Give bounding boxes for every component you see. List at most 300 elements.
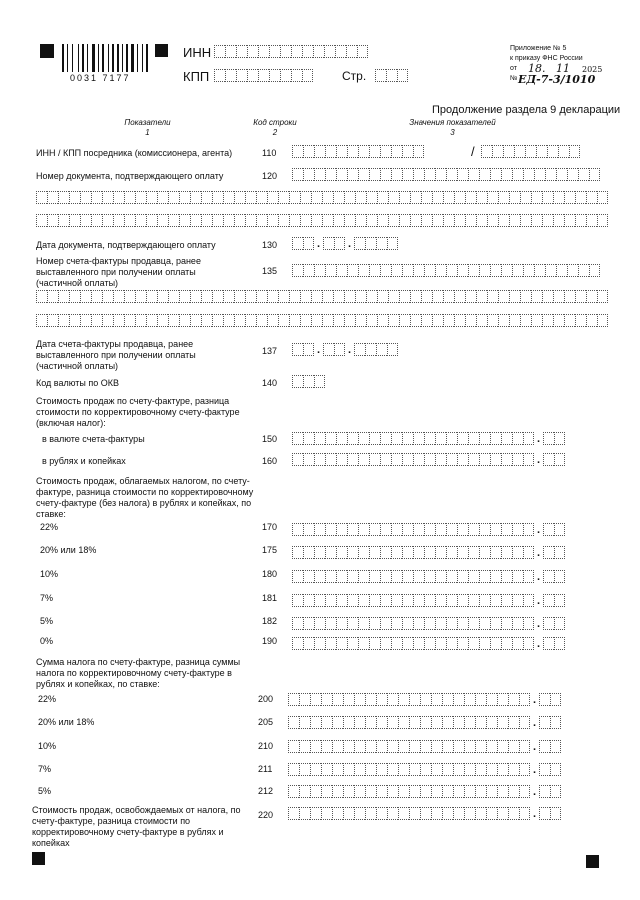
input-cell[interactable] xyxy=(553,290,564,303)
input-cell[interactable] xyxy=(321,693,332,706)
input-cell[interactable] xyxy=(288,785,299,798)
input-cell[interactable] xyxy=(399,214,410,227)
input-cell[interactable] xyxy=(420,716,431,729)
input-cell[interactable] xyxy=(454,191,465,204)
row-160-amount-field[interactable] xyxy=(292,453,565,466)
input-cell[interactable] xyxy=(380,594,391,607)
input-cell[interactable] xyxy=(545,168,556,181)
input-cell[interactable] xyxy=(454,314,465,327)
input-cell[interactable] xyxy=(344,290,355,303)
input-cell[interactable] xyxy=(413,453,424,466)
input-cell[interactable] xyxy=(453,716,464,729)
input-cell[interactable] xyxy=(380,570,391,583)
input-cell[interactable] xyxy=(391,168,402,181)
input-cell[interactable] xyxy=(80,214,91,227)
input-cell[interactable] xyxy=(431,740,442,753)
input-cell[interactable] xyxy=(490,168,501,181)
input-cell[interactable] xyxy=(479,617,490,630)
input-cell[interactable] xyxy=(278,191,289,204)
input-cell[interactable] xyxy=(325,264,336,277)
input-cell[interactable] xyxy=(347,145,358,158)
input-cell[interactable] xyxy=(223,191,234,204)
input-cell[interactable] xyxy=(354,785,365,798)
input-cell[interactable] xyxy=(520,214,531,227)
input-cell[interactable] xyxy=(102,214,113,227)
input-cell[interactable] xyxy=(310,693,321,706)
input-cell[interactable] xyxy=(391,523,402,536)
input-cell[interactable] xyxy=(310,716,321,729)
input-cell[interactable] xyxy=(135,314,146,327)
input-cell[interactable] xyxy=(486,716,497,729)
input-cell[interactable] xyxy=(201,290,212,303)
input-cell[interactable] xyxy=(321,716,332,729)
input-cell[interactable] xyxy=(468,594,479,607)
input-cell[interactable] xyxy=(225,69,236,82)
input-cell[interactable] xyxy=(292,145,303,158)
input-cell[interactable] xyxy=(402,617,413,630)
input-cell[interactable] xyxy=(380,432,391,445)
input-cell[interactable] xyxy=(597,314,608,327)
input-cell[interactable] xyxy=(289,191,300,204)
input-cell[interactable] xyxy=(303,523,314,536)
input-cell[interactable] xyxy=(47,191,58,204)
input-cell[interactable] xyxy=(398,763,409,776)
input-cell[interactable] xyxy=(387,693,398,706)
input-cell[interactable] xyxy=(442,763,453,776)
input-cell[interactable] xyxy=(223,214,234,227)
input-cell[interactable] xyxy=(525,145,536,158)
page-number-field[interactable] xyxy=(375,69,408,82)
input-cell[interactable] xyxy=(288,693,299,706)
input-cell[interactable] xyxy=(490,637,501,650)
input-cell[interactable] xyxy=(468,637,479,650)
input-cell[interactable] xyxy=(465,314,476,327)
input-cell[interactable] xyxy=(476,314,487,327)
input-cell[interactable] xyxy=(432,314,443,327)
input-cell[interactable] xyxy=(247,45,258,58)
input-cell[interactable] xyxy=(332,740,343,753)
input-cell[interactable] xyxy=(435,523,446,536)
input-cell[interactable] xyxy=(464,716,475,729)
input-cell[interactable] xyxy=(376,237,387,250)
input-cell[interactable] xyxy=(468,453,479,466)
input-cell[interactable] xyxy=(442,716,453,729)
input-cell[interactable] xyxy=(387,237,398,250)
input-cell[interactable] xyxy=(550,807,561,820)
input-cell[interactable] xyxy=(366,214,377,227)
input-cell[interactable] xyxy=(435,432,446,445)
input-cell[interactable] xyxy=(554,594,565,607)
input-cell[interactable] xyxy=(299,785,310,798)
row-137-date-field[interactable] xyxy=(292,343,398,356)
input-cell[interactable] xyxy=(343,785,354,798)
input-cell[interactable] xyxy=(325,168,336,181)
input-cell[interactable] xyxy=(413,617,424,630)
input-cell[interactable] xyxy=(387,763,398,776)
input-cell[interactable] xyxy=(380,617,391,630)
input-cell[interactable] xyxy=(247,69,258,82)
input-cell[interactable] xyxy=(391,432,402,445)
input-cell[interactable] xyxy=(332,693,343,706)
row-135-field-line3[interactable] xyxy=(36,314,608,327)
input-cell[interactable] xyxy=(300,314,311,327)
input-cell[interactable] xyxy=(512,637,523,650)
input-cell[interactable] xyxy=(157,314,168,327)
row-135-field-line2[interactable] xyxy=(36,290,608,303)
input-cell[interactable] xyxy=(539,740,550,753)
input-cell[interactable] xyxy=(336,570,347,583)
input-cell[interactable] xyxy=(457,168,468,181)
input-cell[interactable] xyxy=(336,168,347,181)
input-cell[interactable] xyxy=(303,594,314,607)
input-cell[interactable] xyxy=(347,594,358,607)
input-cell[interactable] xyxy=(288,763,299,776)
input-cell[interactable] xyxy=(490,617,501,630)
input-cell[interactable] xyxy=(179,191,190,204)
input-cell[interactable] xyxy=(347,432,358,445)
input-cell[interactable] xyxy=(347,637,358,650)
input-cell[interactable] xyxy=(354,740,365,753)
input-cell[interactable] xyxy=(543,570,554,583)
input-cell[interactable] xyxy=(501,168,512,181)
input-cell[interactable] xyxy=(303,237,314,250)
input-cell[interactable] xyxy=(490,432,501,445)
input-cell[interactable] xyxy=(464,740,475,753)
input-cell[interactable] xyxy=(457,617,468,630)
input-cell[interactable] xyxy=(311,290,322,303)
input-cell[interactable] xyxy=(468,546,479,559)
input-cell[interactable] xyxy=(347,264,358,277)
input-cell[interactable] xyxy=(523,546,534,559)
input-cell[interactable] xyxy=(413,637,424,650)
input-cell[interactable] xyxy=(446,264,457,277)
input-cell[interactable] xyxy=(58,290,69,303)
input-cell[interactable] xyxy=(380,264,391,277)
input-cell[interactable] xyxy=(245,191,256,204)
input-cell[interactable] xyxy=(299,763,310,776)
input-cell[interactable] xyxy=(501,617,512,630)
input-cell[interactable] xyxy=(168,214,179,227)
input-cell[interactable] xyxy=(564,314,575,327)
input-cell[interactable] xyxy=(421,314,432,327)
input-cell[interactable] xyxy=(299,740,310,753)
input-cell[interactable] xyxy=(490,546,501,559)
input-cell[interactable] xyxy=(464,763,475,776)
input-cell[interactable] xyxy=(325,594,336,607)
input-cell[interactable] xyxy=(442,807,453,820)
input-cell[interactable] xyxy=(288,807,299,820)
input-cell[interactable] xyxy=(314,570,325,583)
input-cell[interactable] xyxy=(234,290,245,303)
input-cell[interactable] xyxy=(435,594,446,607)
input-cell[interactable] xyxy=(550,740,561,753)
input-cell[interactable] xyxy=(424,453,435,466)
input-cell[interactable] xyxy=(302,45,313,58)
input-cell[interactable] xyxy=(369,546,380,559)
input-cell[interactable] xyxy=(91,214,102,227)
input-cell[interactable] xyxy=(369,617,380,630)
input-cell[interactable] xyxy=(479,523,490,536)
input-cell[interactable] xyxy=(325,432,336,445)
input-cell[interactable] xyxy=(311,314,322,327)
input-cell[interactable] xyxy=(201,314,212,327)
input-cell[interactable] xyxy=(413,432,424,445)
input-cell[interactable] xyxy=(399,314,410,327)
input-cell[interactable] xyxy=(299,807,310,820)
input-cell[interactable] xyxy=(442,785,453,798)
input-cell[interactable] xyxy=(468,617,479,630)
input-cell[interactable] xyxy=(457,264,468,277)
input-cell[interactable] xyxy=(146,191,157,204)
input-cell[interactable] xyxy=(344,314,355,327)
input-cell[interactable] xyxy=(58,191,69,204)
input-cell[interactable] xyxy=(475,740,486,753)
input-cell[interactable] xyxy=(468,264,479,277)
input-cell[interactable] xyxy=(519,716,530,729)
input-cell[interactable] xyxy=(377,191,388,204)
input-cell[interactable] xyxy=(358,145,369,158)
input-cell[interactable] xyxy=(597,290,608,303)
input-cell[interactable] xyxy=(597,191,608,204)
input-cell[interactable] xyxy=(501,453,512,466)
input-cell[interactable] xyxy=(135,214,146,227)
input-cell[interactable] xyxy=(179,290,190,303)
input-cell[interactable] xyxy=(431,716,442,729)
input-cell[interactable] xyxy=(376,785,387,798)
input-cell[interactable] xyxy=(402,546,413,559)
input-cell[interactable] xyxy=(512,168,523,181)
input-cell[interactable] xyxy=(531,314,542,327)
input-cell[interactable] xyxy=(457,570,468,583)
input-cell[interactable] xyxy=(413,546,424,559)
input-cell[interactable] xyxy=(497,785,508,798)
input-cell[interactable] xyxy=(354,716,365,729)
input-cell[interactable] xyxy=(376,343,387,356)
input-cell[interactable] xyxy=(413,145,424,158)
input-cell[interactable] xyxy=(424,432,435,445)
input-cell[interactable] xyxy=(256,314,267,327)
input-cell[interactable] xyxy=(357,45,368,58)
input-cell[interactable] xyxy=(168,191,179,204)
input-cell[interactable] xyxy=(190,290,201,303)
input-cell[interactable] xyxy=(543,523,554,536)
input-cell[interactable] xyxy=(299,693,310,706)
input-cell[interactable] xyxy=(597,214,608,227)
input-cell[interactable] xyxy=(402,145,413,158)
input-cell[interactable] xyxy=(347,570,358,583)
input-cell[interactable] xyxy=(539,693,550,706)
input-cell[interactable] xyxy=(497,693,508,706)
input-cell[interactable] xyxy=(586,191,597,204)
input-cell[interactable] xyxy=(512,264,523,277)
input-cell[interactable] xyxy=(303,637,314,650)
input-cell[interactable] xyxy=(336,453,347,466)
input-cell[interactable] xyxy=(391,637,402,650)
input-cell[interactable] xyxy=(453,763,464,776)
input-cell[interactable] xyxy=(135,191,146,204)
input-cell[interactable] xyxy=(234,314,245,327)
input-cell[interactable] xyxy=(354,343,365,356)
input-cell[interactable] xyxy=(358,264,369,277)
row-120-field-line3[interactable] xyxy=(36,214,608,227)
input-cell[interactable] xyxy=(358,570,369,583)
input-cell[interactable] xyxy=(333,290,344,303)
input-cell[interactable] xyxy=(564,214,575,227)
input-cell[interactable] xyxy=(498,214,509,227)
input-cell[interactable] xyxy=(124,314,135,327)
input-cell[interactable] xyxy=(443,290,454,303)
input-cell[interactable] xyxy=(365,693,376,706)
input-cell[interactable] xyxy=(324,45,335,58)
input-cell[interactable] xyxy=(380,546,391,559)
input-cell[interactable] xyxy=(468,570,479,583)
input-cell[interactable] xyxy=(409,807,420,820)
input-cell[interactable] xyxy=(300,191,311,204)
input-cell[interactable] xyxy=(332,716,343,729)
input-cell[interactable] xyxy=(497,740,508,753)
input-cell[interactable] xyxy=(424,570,435,583)
input-cell[interactable] xyxy=(358,546,369,559)
input-cell[interactable] xyxy=(321,785,332,798)
input-cell[interactable] xyxy=(323,343,334,356)
input-cell[interactable] xyxy=(310,740,321,753)
input-cell[interactable] xyxy=(214,69,225,82)
input-cell[interactable] xyxy=(501,570,512,583)
input-cell[interactable] xyxy=(402,637,413,650)
input-cell[interactable] xyxy=(288,716,299,729)
input-cell[interactable] xyxy=(365,716,376,729)
input-cell[interactable] xyxy=(380,637,391,650)
input-cell[interactable] xyxy=(355,191,366,204)
input-cell[interactable] xyxy=(157,214,168,227)
input-cell[interactable] xyxy=(322,214,333,227)
input-cell[interactable] xyxy=(465,191,476,204)
input-cell[interactable] xyxy=(365,740,376,753)
input-cell[interactable] xyxy=(512,523,523,536)
input-cell[interactable] xyxy=(539,763,550,776)
input-cell[interactable] xyxy=(387,716,398,729)
input-cell[interactable] xyxy=(497,716,508,729)
input-cell[interactable] xyxy=(291,69,302,82)
input-cell[interactable] xyxy=(501,432,512,445)
input-cell[interactable] xyxy=(336,432,347,445)
input-cell[interactable] xyxy=(369,570,380,583)
input-cell[interactable] xyxy=(413,594,424,607)
input-cell[interactable] xyxy=(36,314,47,327)
input-cell[interactable] xyxy=(486,785,497,798)
row-130-date-field[interactable] xyxy=(292,237,398,250)
row-180-amount-field[interactable] xyxy=(292,570,565,583)
input-cell[interactable] xyxy=(432,191,443,204)
input-cell[interactable] xyxy=(536,145,547,158)
input-cell[interactable] xyxy=(387,740,398,753)
input-cell[interactable] xyxy=(223,314,234,327)
input-cell[interactable] xyxy=(69,191,80,204)
input-cell[interactable] xyxy=(487,191,498,204)
input-cell[interactable] xyxy=(486,763,497,776)
input-cell[interactable] xyxy=(236,45,247,58)
input-cell[interactable] xyxy=(113,314,124,327)
input-cell[interactable] xyxy=(190,314,201,327)
input-cell[interactable] xyxy=(553,314,564,327)
input-cell[interactable] xyxy=(36,290,47,303)
input-cell[interactable] xyxy=(113,290,124,303)
input-cell[interactable] xyxy=(322,290,333,303)
input-cell[interactable] xyxy=(534,168,545,181)
input-cell[interactable] xyxy=(501,264,512,277)
input-cell[interactable] xyxy=(343,693,354,706)
input-cell[interactable] xyxy=(376,693,387,706)
input-cell[interactable] xyxy=(179,314,190,327)
input-cell[interactable] xyxy=(424,637,435,650)
input-cell[interactable] xyxy=(486,693,497,706)
input-cell[interactable] xyxy=(335,45,346,58)
input-cell[interactable] xyxy=(398,807,409,820)
input-cell[interactable] xyxy=(508,785,519,798)
row-210-amount-field[interactable] xyxy=(288,740,561,753)
input-cell[interactable] xyxy=(377,314,388,327)
input-cell[interactable] xyxy=(391,570,402,583)
input-cell[interactable] xyxy=(578,168,589,181)
input-cell[interactable] xyxy=(321,763,332,776)
input-cell[interactable] xyxy=(375,69,386,82)
input-cell[interactable] xyxy=(424,546,435,559)
input-cell[interactable] xyxy=(398,716,409,729)
input-cell[interactable] xyxy=(468,168,479,181)
input-cell[interactable] xyxy=(190,191,201,204)
input-cell[interactable] xyxy=(80,191,91,204)
input-cell[interactable] xyxy=(556,264,567,277)
input-cell[interactable] xyxy=(424,594,435,607)
input-cell[interactable] xyxy=(325,546,336,559)
input-cell[interactable] xyxy=(314,432,325,445)
input-cell[interactable] xyxy=(387,807,398,820)
input-cell[interactable] xyxy=(135,290,146,303)
input-cell[interactable] xyxy=(386,69,397,82)
input-cell[interactable] xyxy=(303,343,314,356)
input-cell[interactable] xyxy=(501,523,512,536)
input-cell[interactable] xyxy=(334,343,345,356)
input-cell[interactable] xyxy=(575,314,586,327)
input-cell[interactable] xyxy=(36,191,47,204)
input-cell[interactable] xyxy=(512,432,523,445)
input-cell[interactable] xyxy=(523,264,534,277)
input-cell[interactable] xyxy=(325,617,336,630)
input-cell[interactable] xyxy=(322,314,333,327)
input-cell[interactable] xyxy=(292,264,303,277)
input-cell[interactable] xyxy=(413,523,424,536)
input-cell[interactable] xyxy=(543,546,554,559)
input-cell[interactable] xyxy=(554,637,565,650)
input-cell[interactable] xyxy=(102,191,113,204)
input-cell[interactable] xyxy=(336,594,347,607)
input-cell[interactable] xyxy=(542,214,553,227)
input-cell[interactable] xyxy=(490,570,501,583)
input-cell[interactable] xyxy=(314,145,325,158)
input-cell[interactable] xyxy=(47,314,58,327)
input-cell[interactable] xyxy=(512,617,523,630)
input-cell[interactable] xyxy=(490,523,501,536)
input-cell[interactable] xyxy=(376,716,387,729)
input-cell[interactable] xyxy=(366,290,377,303)
input-cell[interactable] xyxy=(487,214,498,227)
input-cell[interactable] xyxy=(346,45,357,58)
input-cell[interactable] xyxy=(397,69,408,82)
input-cell[interactable] xyxy=(512,546,523,559)
input-cell[interactable] xyxy=(402,570,413,583)
input-cell[interactable] xyxy=(398,785,409,798)
input-cell[interactable] xyxy=(146,290,157,303)
